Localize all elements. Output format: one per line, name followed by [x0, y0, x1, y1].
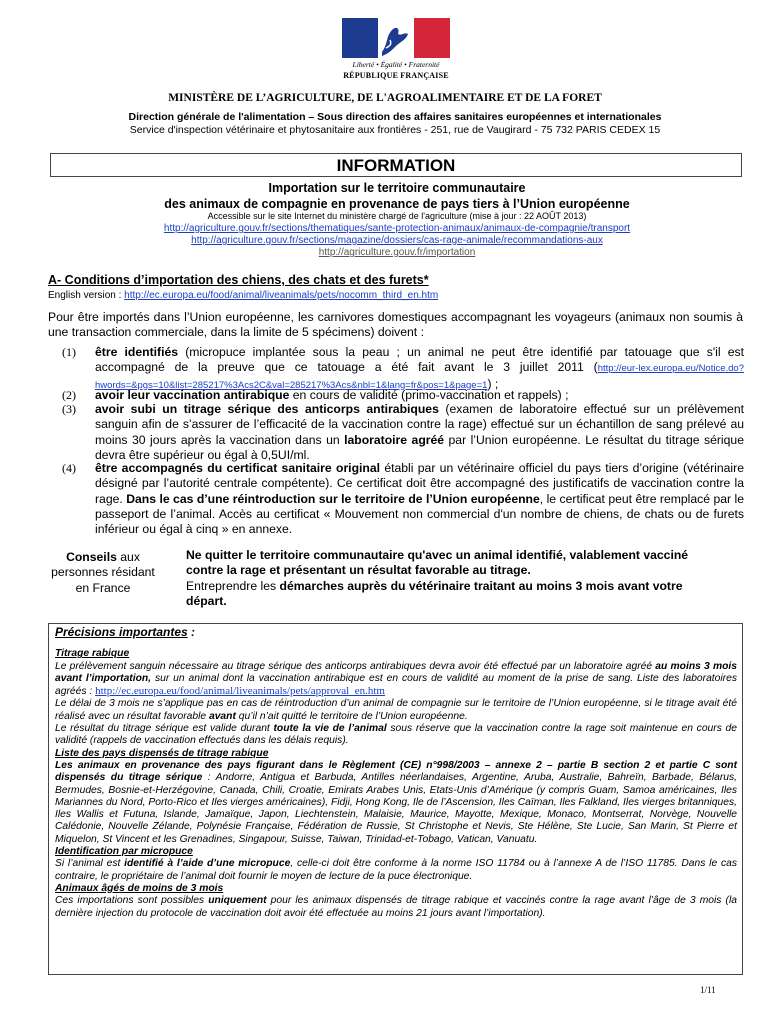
- english-version-link[interactable]: http://ec.europa.eu/food/animal/liveanimals/pets/nocomm_third_en.htm: [124, 290, 439, 301]
- list-item-bold: avoir subi un titrage sérique des anticorps antirabiques: [95, 402, 439, 416]
- subtitle-line-2: des animaux de compagnie en provenance de pays tiers à l’Union européenne: [164, 197, 630, 211]
- list-number: (1): [62, 345, 76, 359]
- precisions-content: [55, 626, 737, 920]
- list-item-bold: Dans le cas d’une réintroduction sur le territoire de l’Union européenne: [126, 491, 540, 506]
- titrage-paragraph-2: [55, 698, 737, 723]
- titrage-paragraph-1: [55, 661, 737, 699]
- english-version: [48, 290, 438, 301]
- logo-motto: Liberté • Égalité • Fraternité: [352, 60, 440, 69]
- age-text: pour les animaux dispensés de titrage rabique et vaccinés contre la rage avant l’âge de 3 mois (la dernière injection du protocole de vaccination doit avoir été effectuée au moins 21 jours avant l’importation).: [55, 895, 738, 919]
- accessible-note: Accessible sur le site Internet du ministère chargé de l'agriculture (mise à jour : 22 AOÛT 2013): [207, 211, 587, 221]
- list-item: [62, 461, 744, 537]
- liste-paragraph: [55, 760, 737, 846]
- advice-line-2-bold: démarches auprès du vétérinaire traitant au moins 3 mois avant votre départ.: [186, 578, 683, 608]
- eur-lex-link[interactable]: http://eur-lex.europa.eu/Notice.do?hwords=&pgs=10&list=285217%3Acs2C&val=285217%3Acs&nbl=1&lang=fr&pos=1&page=1: [95, 363, 744, 391]
- age-heading: Animaux âgés de moins de 3 mois: [55, 882, 224, 894]
- section-a-title: A- Conditions d’importation des chiens, des chats et des furets*: [48, 273, 429, 287]
- titrage-paragraph-3: [55, 723, 737, 748]
- republique-francaise-logo: [340, 18, 452, 86]
- list-number: (3): [62, 402, 76, 416]
- logo-name: RÉPUBLIQUE FRANÇAISE: [343, 71, 449, 80]
- list-number: (2): [62, 388, 76, 402]
- identification-text: Si l’animal est: [55, 858, 125, 870]
- conseils-label: [48, 550, 158, 596]
- list-item-text: en cours de validité (primo-vaccination et rappels) ;: [289, 388, 569, 402]
- list-item-bold: être accompagnés du certificat sanitaire original: [95, 461, 381, 475]
- marianne-flag-icon: [342, 18, 450, 58]
- list-item-bold: être identifiés: [95, 345, 179, 359]
- titrage-heading: Titrage rabique: [55, 648, 130, 660]
- liste-bold: Les animaux en provenance des pays figurant dans le Règlement (CE) n°998/2003 – annexe 2 – partie B section 2 et partie C sont dispensés du titrage sérique: [55, 759, 737, 784]
- url-importation-link[interactable]: http://agriculture.gouv.fr/importation: [318, 247, 476, 258]
- laboratories-link[interactable]: http://ec.europa.eu/food/animal/liveanimals/pets/approval_en.htm: [95, 685, 385, 698]
- ministry-title: MINISTÈRE DE L’AGRICULTURE, DE L'AGROALIMENTAIRE ET DE LA FORET: [168, 92, 602, 104]
- marianne-profile-icon: [378, 18, 414, 58]
- identification-paragraph: [55, 858, 737, 883]
- precisions-title-suffix: :: [187, 625, 196, 639]
- liste-heading: Liste des pays dispensés de titrage rabique: [55, 747, 269, 759]
- titrage-bold: avant: [208, 710, 236, 722]
- advice-line-1: Ne quitter le territoire communautaire qu'avec un animal identifié, valablement vacciné contre la rage et présentant un résultat favorable au titrage.: [186, 548, 689, 578]
- conseils-rest: aux personnes résidant en France: [51, 550, 155, 595]
- list-item: [62, 345, 744, 393]
- titrage-bold: toute la vie de l’animal: [273, 723, 387, 735]
- conseils-bold: Conseils: [66, 550, 117, 564]
- identification-heading: Identification par micropuce: [55, 846, 193, 858]
- list-item-text: (micropuce implantée sous la peau ; un animal ne peut être identifié par tatouage que s'il est accompagné de la preuve que ce tatouage a été fait avant le 3 juillet 2011 (: [95, 345, 744, 375]
- url-rage-link[interactable]: http://agriculture.gouv.fr/sections/magazine/dossiers/cas-rage-animale/recommandations-aux: [191, 235, 603, 246]
- intro-paragraph: Pour être importés dans l’Union européenne, les carnivores domestiques accompagnant les voyageurs (animaux non soumis à une transaction commerciale, dans la limite de 5 spécimens) doivent :: [48, 310, 743, 340]
- information-box: [50, 153, 742, 177]
- titrage-text: Le prélèvement sanguin nécessaire au titrage sérique des anticorps antirabiques devra avoir été effectué par un laboratoire agréé: [55, 660, 656, 672]
- titrage-text: Le délai de 3 mois ne s’applique pas en cas de réintroduction d’un animal de compagnie sur le territoire de l’Union européenne, si le titrage avait été réalisé avec un résultat favorable: [55, 698, 737, 722]
- titrage-text: sous réserve que la vaccination contre la rage soit maintenue en cours de validité (rappels de vaccination effectués dans les délais requis).: [55, 723, 737, 747]
- titrage-bold: au moins 3 mois avant l’importation,: [55, 660, 738, 684]
- list-item: [62, 388, 744, 403]
- list-item-end: , le certificat peut être remplacé par le passeport de l’animal. Accès au certificat « Mouvement non commercial d'un nombre de chiens, de chats ou de furets inférieur ou égal à cinq » en annexe.: [95, 491, 744, 537]
- titrage-text: Le résultat du titrage sérique est valide durant: [55, 723, 274, 735]
- list-item-end: ) ;: [487, 376, 499, 391]
- list-item: [62, 402, 744, 463]
- english-version-label: English version :: [48, 290, 125, 301]
- precisions-title: Précisions importantes: [55, 625, 188, 639]
- list-number: (4): [62, 461, 76, 475]
- age-bold: uniquement: [208, 895, 267, 907]
- titrage-text: sur un animal dont la vaccination antirabique est en cours de validité au moment de la prise de sang. Liste des laboratoires agréés :: [55, 672, 737, 698]
- identification-text: , celle-ci doit être conforme à la norme ISO 11784 ou à l’annexe A de l’ISO 11785. Dans le cas contraire, le propriétaire de l’animal doit fournir le moyen de lecture de la puce électronique.: [55, 858, 737, 882]
- url-transport-link[interactable]: http://agriculture.gouv.fr/sections/thematiques/sante-protection-animaux/animaux-de-compagnie/transport: [163, 223, 631, 234]
- list-item-text: (examen de laboratoire effectué sur un prélèvement sanguin afin de s’assurer de l’efficacité de la vaccination contre la rage) effectué sur un échantillon de sang prélevé au moins 30 jours après la vaccination dans un: [95, 402, 744, 447]
- subtitle-line-1: Importation sur le territoire communautaire: [268, 181, 526, 195]
- titrage-text: qu’il n’ait quitté le territoire de l’Union européenne.: [235, 710, 468, 722]
- list-item-bold: laboratoire agréé: [344, 432, 445, 447]
- list-item-text: établi par un vétérinaire officiel du pays tiers d’origine (vétérinaire désigné par l’autorité centrale compétente). Ce certificat doit être accompagné des justificatifs de vaccination contre la rage.: [95, 461, 744, 506]
- list-item-bold: avoir leur vaccination antirabique: [95, 388, 290, 402]
- list-item-end: par l’Union européenne. Le résultat du titrage sérique devra être supérieur ou égal à 0,5UI/ml.: [95, 432, 744, 462]
- page-number: 1/11: [700, 985, 716, 995]
- advice-line-2-pre: Entreprendre les: [186, 578, 280, 593]
- liste-text: : Andorre, Antigua et Barbuda, Antilles néerlandaises, Argentine, Aruba, Australie, Bahreïn, Barbade, Bélarus, Bermudes, Bosnie-et-Herzégovine, Canada, Chili, Croatie, Emirats Arabes Unis, Etats-Unis d’Amérique (y compris Guam, Samoa américaines, Iles Mariannes du Nord, Porto-Rico et Iles vierges américaines), Fidji, Hong Kong, Ile de l’Ascension, Iles Caïman, Iles Falkland, Iles vierges britanniques, Iles Wallis et Futuna, Islande, Jamaïque, Japon, Liechtenstein, Malaisie, Maurice, Mayotte, Mexique, Monaco, Montserrat, Norvège, Nouvelle Calédonie, Nouvelle Zélande, Polynésie Française, Fédération de Russie, St Christophe et Nevis, Ste Hélène, Ste Lucie, San Marin, St Pierre et Miquelon, St Vincent et les Grenadines, Singapour, Suisse, Taiwan, Trinidad-et-Tobago, Vatican, Vanuatu.: [55, 772, 737, 845]
- age-text: Ces importations sont possibles: [55, 895, 209, 907]
- information-title: INFORMATION: [336, 156, 456, 175]
- age-paragraph: [55, 895, 737, 920]
- advice-block: [186, 548, 722, 609]
- direction-line: Direction générale de l'alimentation – Sous direction des affaires sanitaires européennes et internationales: [128, 111, 662, 123]
- identification-bold: identifié à l’aide d’une micropuce: [124, 858, 291, 870]
- service-line: Service d'inspection vétérinaire et phytosanitaire aux frontières - 251, rue de Vaugirard - 75 732 PARIS CEDEX 15: [129, 124, 661, 136]
